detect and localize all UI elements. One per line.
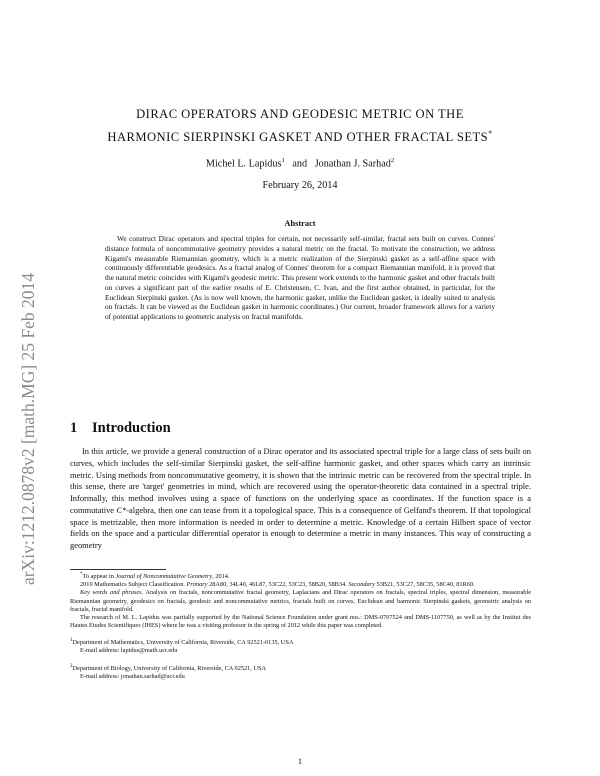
- footnote-journal-name: Journal of Noncommutative Geometry: [115, 573, 213, 581]
- footnote-journal-mark: *: [80, 572, 83, 577]
- affiliation-2-mark: 2: [70, 663, 73, 669]
- section-heading: [70, 420, 171, 437]
- affiliation-2-text: Department of Biology, University of California, Riverside, CA 92521, USA: [72, 664, 267, 672]
- author-2: Jonathan J. Sarhad: [314, 158, 391, 170]
- title-line-2: [60, 124, 540, 147]
- affiliation-1-email: E-mail address: lapidus@math.ucr.edu: [80, 647, 178, 655]
- authors-and: and: [292, 158, 308, 170]
- arxiv-stamp-svg: [8, 185, 44, 585]
- paper-date: February 26, 2014: [262, 180, 338, 191]
- arxiv-stamp: [8, 185, 44, 585]
- footnote-msc-label: 2010 Mathematics Subject Classification.: [80, 581, 185, 589]
- affiliation-2: [70, 663, 531, 673]
- footnote-msc: [70, 581, 531, 589]
- intro-paragraph: [70, 446, 531, 552]
- abstract-heading: Abstract: [284, 219, 316, 228]
- footnotes: [70, 571, 531, 681]
- footnote-keywords: [70, 589, 531, 613]
- abstract-text: We construct Dirac operators and spectral triples for certain, not necessarily self-similar, fractal sets built on curves. Connes' distance formula of noncommutative geometry provides a natural metric on the fractal. To motivate the construction, we address Kigami's measurable Riemannian geometry, which is a metric realization of the Sierpinski gasket as a self-affine space with continuously differentiable geodesics. As a fractal analog of Connes' theorem for a compact Riemannian manifold, it is proved that the natural metric coincides with Kigami's geodesic metric. This present work extends to the harmonic gasket and other fractals built on curves a significant part of the earlier results of E. Christensen, C. Ivan, and the first author obtained, in particular, for the Euclidean Sierpinski gasket. (As is now well known, the harmonic gasket, unlike the Euclidean gasket, is ideally suited to analysis on fractals. It can be viewed as the Euclidean gasket in harmonic coordinates.) Our current, broader framework allows for a variety of potential applications to geometric analysis on fractal manifolds.: [105, 234, 495, 322]
- author-2-mark: 2: [390, 157, 395, 164]
- page-number: 1: [297, 757, 303, 766]
- title-line-1: DIRAC OPERATORS AND GEODESIC METRIC ON THE: [136, 107, 464, 121]
- paper-title: [60, 104, 540, 147]
- footnote-journal-text: To appear in: [82, 573, 116, 581]
- footnote-msc-primary: 28A80, 34L40, 46L87, 53C22, 53C23, 58B20, 58B34.: [207, 581, 349, 589]
- title-footnote-mark: *: [488, 129, 493, 138]
- footnote-rule: [70, 569, 166, 570]
- affiliation-2-email: E-mail address: jonathan.sarhad@ucr.edu: [80, 672, 185, 680]
- affiliation-1: [70, 637, 531, 647]
- footnote-keywords-text: Analysis on fractals, noncommutative fractal geometry, Laplacians and Dirac operators on fractals, spectral triples, spectral dimension, measurable Riemannian geometry, geodesics on fractals, geodesic and noncommutative metrics, fractals built on curves, Euclidean and harmonic Sierpinski gaskets, geometric analysis on fractals, fractal manifold.: [70, 589, 531, 613]
- intro-text-b: -algebra, then one can tease from it a topological space. This is a consequence of Gelfand's theorem. If that topological space is metrizable, then more information is needed in order to determine a metric. Knowledge of a certain Hilbert space of vector fields on the space and a particular differential operator is enough to determine a metric in many instances. This way of constructing a geometry: [70, 504, 531, 551]
- footnote-gap-2: [70, 656, 531, 663]
- author-1-mark: 1: [281, 157, 285, 164]
- footnote-funding: The research of M. L. Lapidus was partially supported by the National Science Foundation under grant nos.: DMS-0707524 and DMS-1107750, as well as by the Institut des Hautes Etudes Scientifiques (IHES) where he was a visiting professor in the spring of 2012 while this paper was completed.: [70, 613, 531, 630]
- arxiv-stamp-text: arXiv:1212.0878v2 [math.MG] 25 Feb 2014: [18, 272, 38, 585]
- footnote-msc-secondary: 53B21, 53C27, 58C35, 58C40, 81R60.: [374, 581, 475, 589]
- affiliation-1-text: Department of Mathematics, University of California, Riverside, CA 92521-0135, USA: [72, 639, 294, 647]
- footnote-journal: [70, 571, 531, 581]
- footnote-msc-primary-label: Primary: [186, 581, 208, 589]
- footnote-journal-end: , 2014.: [212, 573, 230, 581]
- authors: [60, 157, 540, 169]
- footnote-msc-secondary-label: Secondary: [348, 581, 375, 589]
- section-title: Introduction: [92, 420, 171, 436]
- affiliation-1-mark: 1: [70, 638, 73, 644]
- section-number: 1: [70, 420, 78, 436]
- footnote-keywords-label: Key words and phrases.: [80, 589, 144, 597]
- footnote-gap: [70, 630, 531, 637]
- cstar-symbol: C*: [116, 504, 127, 515]
- title-line-2-text: HARMONIC SIERPINSKI GASKET AND OTHER FRACTAL SETS: [107, 130, 489, 145]
- intro-text-a: In this article, we provide a general construction of a Dirac operator and its associated spectral triple for a large class of sets built on curves, which includes the self-similar Sierpinski gasket, the self-affine harmonic gasket, and other spaces which carry an intrinsic metric. Using methods from noncommutative geometry, it is shown that the intrinsic metric can be recovered from the spectral triple. In this sense, there are 'target' geometries in mind, which are recovered using the operator-theoretic data contained in a spectral triple. Informally, this method involves using a space of functions on the underlying space as coordinates. If the function space is a commutative: [70, 446, 531, 515]
- author-1: Michel L. Lapidus: [205, 158, 282, 170]
